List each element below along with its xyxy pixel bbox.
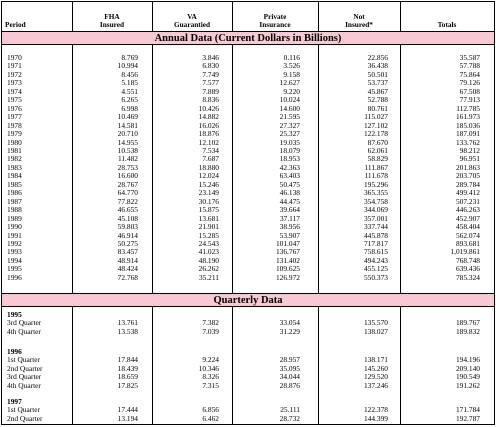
annual-va-cell: 7.749 xyxy=(202,69,219,79)
annual-fha-column xyxy=(72,54,138,282)
annual-private-cell: 131.402 xyxy=(275,255,300,265)
annual-va-cell: 10.426 xyxy=(198,103,219,113)
annual-year-cell: 1977 xyxy=(7,112,22,122)
header-va-guarantied: VA Guarantied xyxy=(173,12,211,29)
quarter-fha-cell: 13.194 xyxy=(117,413,138,423)
annual-va-cell: 16.026 xyxy=(198,120,219,130)
annual-private-cell: 53.907 xyxy=(279,230,300,240)
annual-year-cell: 1971 xyxy=(7,61,22,71)
annual-not-insured-cell: 22.856 xyxy=(367,53,388,62)
annual-not-insured-cell: 87.670 xyxy=(367,137,388,147)
annual-private-cell: 42.363 xyxy=(279,162,300,172)
annual-totals-cell: 768.748 xyxy=(455,255,480,265)
annual-not-insured-cell: 550.373 xyxy=(363,272,388,282)
annual-year-cell: 1983 xyxy=(7,162,22,172)
header-private-insurance: Private Insurance xyxy=(259,12,291,29)
annual-va-cell: 6.830 xyxy=(202,61,219,71)
annual-not-insured-cell: 717.817 xyxy=(363,238,388,248)
quarter-not-insured-cell: 144.399 xyxy=(363,413,388,423)
annual-private-cell: 109.625 xyxy=(275,264,300,274)
annual-year-cell: 1986 xyxy=(7,188,22,198)
annual-va-cell: 12.024 xyxy=(198,171,219,181)
annual-private-cell: 46.138 xyxy=(279,188,300,198)
annual-fha-cell: 46.914 xyxy=(117,230,138,240)
annual-totals-cell: 35.587 xyxy=(459,53,480,62)
annual-va-cell: 26.262 xyxy=(198,264,219,274)
annual-totals-cell: 507.231 xyxy=(455,196,480,206)
annual-year-cell: 1993 xyxy=(7,247,22,257)
quarter-fha-cell: 17.444 xyxy=(117,405,138,415)
annual-year-cell: 1988 xyxy=(7,205,22,215)
quarter-va-cell: 7.315 xyxy=(202,380,219,390)
annual-private-cell: 10.024 xyxy=(279,95,300,105)
quarter-not-insured-cell: 138.171 xyxy=(363,355,388,365)
quarter-fha-cell: 13.761 xyxy=(117,318,138,328)
annual-private-column xyxy=(232,54,300,282)
annual-totals-cell: 187.091 xyxy=(455,129,480,139)
quarter-private-cell: 31.229 xyxy=(279,326,300,336)
annual-totals-cell: 133.762 xyxy=(455,137,480,147)
quarter-private-cell: 33.054 xyxy=(279,318,300,328)
annual-private-cell: 27.327 xyxy=(279,120,300,130)
annual-fha-cell: 14.581 xyxy=(117,120,138,130)
quarter-not-insured-cell: 129.520 xyxy=(363,372,388,382)
annual-totals-cell: 562.074 xyxy=(455,230,480,240)
quarter-not-insured-cell: 122.378 xyxy=(363,405,388,415)
annual-va-cell: 18.876 xyxy=(198,129,219,139)
annual-year-cell: 1991 xyxy=(7,230,22,240)
annual-not-insured-cell: 45.867 xyxy=(367,86,388,96)
quarter-totals-cell: 171.784 xyxy=(455,405,480,415)
header-totals: Totals xyxy=(437,20,457,29)
annual-year-cell: 1970 xyxy=(7,53,22,62)
annual-fha-cell: 59.803 xyxy=(117,222,138,232)
quarter-fha-cell: 18.439 xyxy=(117,363,138,373)
annual-year-cell: 1992 xyxy=(7,238,22,248)
annual-year-cell: 1973 xyxy=(7,78,22,88)
annual-fha-cell: 5.185 xyxy=(121,78,138,88)
annual-totals-cell: 499.412 xyxy=(455,188,480,198)
annual-year-cell: 1985 xyxy=(7,179,22,189)
annual-year-cell: 1981 xyxy=(7,145,22,155)
annual-va-cell: 15.246 xyxy=(198,179,219,189)
annual-totals-cell: 203.705 xyxy=(455,171,480,181)
quarter-private-cell: 25.111 xyxy=(280,405,300,415)
annual-not-insured-cell: 354.758 xyxy=(363,196,388,206)
quarter-period-cell: 2nd Quarter xyxy=(7,363,43,373)
annual-fha-cell: 50.275 xyxy=(117,238,138,248)
annual-va-cell: 13.681 xyxy=(198,213,219,223)
annual-fha-cell: 10.994 xyxy=(117,61,138,71)
annual-not-insured-cell: 115.027 xyxy=(364,112,388,122)
annual-fha-cell: 16.600 xyxy=(117,171,138,181)
annual-year-cell: 1975 xyxy=(7,95,22,105)
annual-private-cell: 12.627 xyxy=(279,78,300,88)
annual-private-cell: 126.972 xyxy=(275,272,300,282)
annual-fha-cell: 10.538 xyxy=(117,145,138,155)
annual-totals-cell: 639.436 xyxy=(455,264,480,274)
annual-totals-cell: 458.404 xyxy=(455,222,480,232)
annual-private-cell: 101.047 xyxy=(275,238,300,248)
annual-fha-cell: 6.265 xyxy=(121,95,138,105)
quarter-va-cell: 8.326 xyxy=(202,372,219,382)
annual-va-cell: 24.543 xyxy=(198,238,219,248)
quarter-period-cell: 4th Quarter xyxy=(7,380,41,390)
quarter-year-label: 1997 xyxy=(7,397,22,406)
annual-fha-cell: 28.753 xyxy=(117,162,138,172)
annual-va-cell: 18.880 xyxy=(198,162,219,172)
annual-private-cell: 37.117 xyxy=(279,213,300,223)
annual-va-cell: 41.023 xyxy=(198,247,219,257)
annual-not-insured-cell: 53.737 xyxy=(367,78,388,88)
annual-private-cell: 44.475 xyxy=(279,196,300,206)
annual-fha-cell: 4.551 xyxy=(121,86,138,96)
annual-year-cell: 1987 xyxy=(7,196,22,206)
annual-totals-cell: 75.864 xyxy=(459,69,480,79)
header-period: Period xyxy=(5,20,26,29)
quarter-year-label: 1995 xyxy=(7,310,22,319)
annual-totals-cell: 161.973 xyxy=(455,112,480,122)
annual-not-insured-cell: 122.178 xyxy=(363,129,388,139)
annual-not-insured-cell: 52.788 xyxy=(367,95,388,105)
annual-not-insured-cell: 50.501 xyxy=(367,69,388,79)
annual-totals-cell: 785.324 xyxy=(455,272,480,282)
annual-fha-cell: 6.998 xyxy=(121,103,138,113)
annual-not-insured-cell: 80.761 xyxy=(367,103,388,113)
annual-year-cell: 1980 xyxy=(7,137,22,147)
annual-fha-cell: 8.456 xyxy=(121,69,138,79)
annual-private-cell: 18.079 xyxy=(279,145,300,155)
annual-fha-cell: 10.469 xyxy=(117,112,138,122)
annual-private-cell: 39.664 xyxy=(279,205,300,215)
annual-not-insured-cell: 36.438 xyxy=(367,61,388,71)
annual-totals-cell: 79.126 xyxy=(459,78,480,88)
annual-private-cell: 25.327 xyxy=(279,129,300,139)
annual-data-heading: Annual Data (Current Dollars in Billions) xyxy=(2,31,494,45)
quarter-period-cell: 3rd Quarter xyxy=(7,318,42,328)
annual-va-cell: 23.149 xyxy=(198,188,219,198)
annual-fha-cell: 83.457 xyxy=(117,247,138,257)
annual-private-cell: 38.956 xyxy=(279,222,300,232)
annual-not-insured-cell: 337.744 xyxy=(363,222,388,232)
quarter-private-cell: 34.044 xyxy=(279,372,300,382)
annual-not-insured-cell: 357.001 xyxy=(363,213,388,223)
annual-va-cell: 14.882 xyxy=(198,112,219,122)
quarter-period-cell: 3rd Quarter xyxy=(7,372,42,382)
quarter-fha-cell: 17.825 xyxy=(117,380,138,390)
annual-totals-column xyxy=(400,54,480,282)
annual-fha-cell: 77.822 xyxy=(117,196,138,206)
annual-private-cell: 18.953 xyxy=(279,154,300,164)
annual-totals-cell: 446.263 xyxy=(455,205,480,215)
quarter-not-insured-cell: 137.246 xyxy=(363,380,388,390)
annual-va-cell: 3.846 xyxy=(202,53,219,62)
annual-va-cell: 7.687 xyxy=(202,154,219,164)
quarter-totals-cell: 189.767 xyxy=(455,318,480,328)
quarter-va-cell: 10.346 xyxy=(198,363,219,373)
quarter-totals-cell: 194.196 xyxy=(455,355,480,365)
annual-totals-cell: 98.212 xyxy=(459,145,480,155)
annual-va-cell: 35.211 xyxy=(198,272,219,282)
annual-year-cell: 1972 xyxy=(7,69,22,79)
annual-private-cell: 19.035 xyxy=(279,137,300,147)
annual-not-insured-cell: 62.061 xyxy=(367,145,388,155)
quarter-totals-cell: 192.787 xyxy=(455,413,480,423)
annual-private-cell: 0.116 xyxy=(283,53,300,62)
annual-not-insured-column xyxy=(318,54,388,282)
annual-year-cell: 1995 xyxy=(7,264,22,274)
quarter-private-cell: 28.732 xyxy=(279,413,300,423)
annual-va-cell: 12.102 xyxy=(198,137,219,147)
quarter-va-cell: 6.856 xyxy=(202,405,219,415)
annual-va-cell: 30.176 xyxy=(198,196,219,206)
annual-va-cell: 7.889 xyxy=(202,86,219,96)
annual-year-cell: 1996 xyxy=(7,272,22,282)
annual-not-insured-cell: 445.878 xyxy=(363,230,388,240)
annual-fha-cell: 72.768 xyxy=(117,272,138,282)
quarter-not-insured-cell: 145.260 xyxy=(363,363,388,373)
annual-private-cell: 50.475 xyxy=(279,179,300,189)
annual-fha-cell: 28.767 xyxy=(117,179,138,189)
quarter-fha-cell: 17.844 xyxy=(117,355,138,365)
annual-va-cell: 48.190 xyxy=(198,255,219,265)
quarter-va-cell: 7.382 xyxy=(202,318,219,328)
header-not-insured: Not Insured* xyxy=(345,12,373,29)
annual-not-insured-cell: 344.069 xyxy=(363,205,388,215)
annual-fha-cell: 11.482 xyxy=(117,154,138,164)
quarter-totals-cell: 209.140 xyxy=(455,363,480,373)
quarter-not-insured-cell: 138.027 xyxy=(363,326,388,336)
annual-totals-cell: 112.785 xyxy=(456,103,480,113)
quarter-period-cell: 4th Quarter xyxy=(7,326,41,336)
quarter-period-cell: 1st Quarter xyxy=(7,405,41,415)
annual-totals-cell: 96.951 xyxy=(459,154,480,164)
quarter-private-cell: 28.957 xyxy=(279,355,300,365)
annual-fha-cell: 46.655 xyxy=(117,205,138,215)
annual-va-cell: 21.901 xyxy=(198,222,219,232)
quarter-totals-cell: 190.549 xyxy=(455,372,480,382)
annual-year-cell: 1978 xyxy=(7,120,22,130)
annual-va-cell: 15.285 xyxy=(198,230,219,240)
quarter-year-label: 1996 xyxy=(7,347,22,356)
annual-year-cell: 1982 xyxy=(7,154,22,164)
annual-va-cell: 15.875 xyxy=(198,205,219,215)
annual-not-insured-cell: 111.867 xyxy=(364,162,388,172)
annual-not-insured-cell: 111.678 xyxy=(364,171,388,181)
annual-not-insured-cell: 455.125 xyxy=(363,264,388,274)
mortgage-originations-table xyxy=(1,1,495,425)
annual-not-insured-cell: 365.355 xyxy=(363,188,388,198)
quarter-totals-cell: 191.262 xyxy=(455,380,480,390)
quarter-va-cell: 6.462 xyxy=(202,413,219,423)
quarter-va-cell: 9.224 xyxy=(202,355,219,365)
annual-year-cell: 1984 xyxy=(7,171,22,181)
quarter-period-cell: 2nd Quarter xyxy=(7,413,43,423)
annual-private-cell: 136.767 xyxy=(275,247,300,257)
annual-fha-cell: 48.914 xyxy=(117,255,138,265)
quarter-private-cell: 35.095 xyxy=(279,363,300,373)
annual-private-cell: 63.403 xyxy=(279,171,300,181)
annual-totals-cell: 57.788 xyxy=(459,61,480,71)
quarter-totals-cell: 189.832 xyxy=(455,326,480,336)
header-fha-insured: FHA Insured xyxy=(99,12,125,29)
annual-totals-cell: 289.784 xyxy=(455,179,480,189)
annual-fha-cell: 45.108 xyxy=(117,213,138,223)
quarter-private-cell: 28.876 xyxy=(279,380,300,390)
quarterly-data-heading: Quarterly Data xyxy=(2,293,494,307)
annual-va-cell: 8.836 xyxy=(202,95,219,105)
annual-fha-cell: 64.770 xyxy=(117,188,138,198)
annual-totals-cell: 67.508 xyxy=(459,86,480,96)
annual-va-cell: 7.534 xyxy=(202,145,219,155)
quarter-va-cell: 7.039 xyxy=(202,326,219,336)
annual-totals-cell: 185.036 xyxy=(455,120,480,130)
table-header xyxy=(2,2,494,31)
annual-fha-cell: 8.769 xyxy=(121,53,138,62)
annual-year-cell: 1974 xyxy=(7,86,22,96)
annual-private-cell: 9.158 xyxy=(283,69,300,79)
annual-year-cell: 1976 xyxy=(7,103,22,113)
annual-private-cell: 3.526 xyxy=(283,61,300,71)
annual-year-cell: 1990 xyxy=(7,222,22,232)
annual-year-cell: 1994 xyxy=(7,255,22,265)
annual-not-insured-cell: 195.296 xyxy=(363,179,388,189)
annual-totals-cell: 1,019.861 xyxy=(450,247,480,257)
annual-va-column xyxy=(152,54,219,282)
annual-fha-cell: 14.955 xyxy=(117,137,138,147)
annual-not-insured-cell: 127.102 xyxy=(363,120,388,130)
annual-private-cell: 14.600 xyxy=(279,103,300,113)
quarter-period-cell: 1st Quarter xyxy=(7,355,41,365)
annual-private-cell: 21.595 xyxy=(279,112,300,122)
quarter-fha-cell: 18.659 xyxy=(117,372,138,382)
annual-va-cell: 7.577 xyxy=(202,78,219,88)
annual-year-cell: 1979 xyxy=(7,129,22,139)
annual-year-cell: 1989 xyxy=(7,213,22,223)
quarter-not-insured-cell: 135.570 xyxy=(363,318,388,328)
quarter-fha-cell: 13.538 xyxy=(117,326,138,336)
annual-totals-cell: 201.863 xyxy=(455,162,480,172)
annual-private-cell: 9.220 xyxy=(283,86,300,96)
annual-not-insured-cell: 58.829 xyxy=(367,154,388,164)
annual-totals-cell: 452.907 xyxy=(455,213,480,223)
annual-not-insured-cell: 758.615 xyxy=(363,247,388,257)
annual-period-column xyxy=(7,54,67,282)
annual-totals-cell: 893.681 xyxy=(455,238,480,248)
annual-fha-cell: 48.424 xyxy=(117,264,138,274)
annual-fha-cell: 20.710 xyxy=(117,129,138,139)
annual-totals-cell: 77.913 xyxy=(459,95,480,105)
annual-not-insured-cell: 494.243 xyxy=(363,255,388,265)
